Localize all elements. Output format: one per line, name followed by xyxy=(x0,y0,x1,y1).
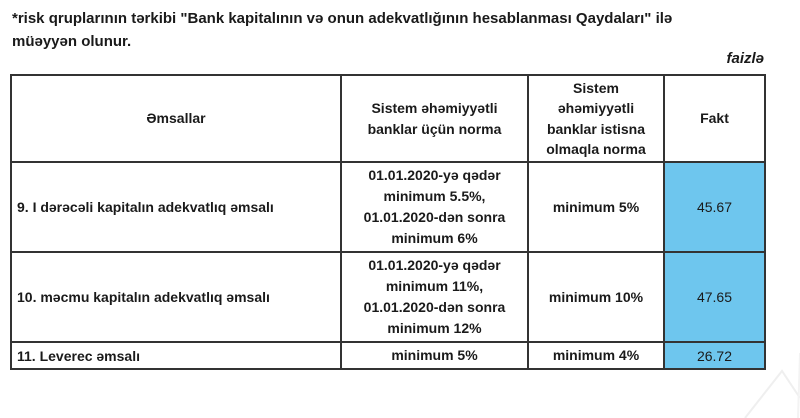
header-fakt: Fakt xyxy=(664,75,765,162)
fact-cell: 26.72 xyxy=(664,342,765,369)
norm-non-systemic-value: minimum 10% xyxy=(528,252,664,342)
norm-systemic-value: 01.01.2020-yə qədər minimum 11%, 01.01.2020-dən sonra minimum 12% xyxy=(341,252,528,342)
capital-adequacy-table xyxy=(10,74,766,370)
fact-cell: 47.65 xyxy=(664,252,765,342)
ratio-name: 11. Leverec əmsalı xyxy=(11,342,341,369)
ratio-name: 9. I dərəcəli kapitalın adekvatlıq əmsalı xyxy=(11,162,341,252)
header-norm-systemic: Sistem əhəmiyyətli banklar üçün norma xyxy=(341,75,528,162)
footnote-line-1: *risk qruplarının tərkibi "Bank kapitalının və onun adekvatlığının hesablanması Qaydaları" ilə xyxy=(12,10,673,27)
fact-cell: 45.67 xyxy=(664,162,765,252)
norm-systemic-value: minimum 5% xyxy=(341,342,528,369)
table-row xyxy=(11,162,765,252)
header-norm-non-systemic: Sistem əhəmiyyətli banklar istisna olmaqla norma xyxy=(528,75,664,162)
ratio-name: 10. məcmu kapitalın adekvatlıq əmsalı xyxy=(11,252,341,342)
norm-systemic-value: 01.01.2020-yə qədər minimum 5.5%, 01.01.2020-dən sonra minimum 6% xyxy=(341,162,528,252)
norm-non-systemic-value: minimum 5% xyxy=(528,162,664,252)
footnote-text xyxy=(12,7,752,54)
unit-label: faizlə xyxy=(726,50,764,67)
footnote-line-2: müəyyən olunur. xyxy=(12,33,132,51)
table-header-row xyxy=(11,75,765,162)
header-emsallar: Əmsallar xyxy=(11,75,341,162)
norm-non-systemic-value: minimum 4% xyxy=(528,342,664,369)
table-row xyxy=(11,342,765,369)
table-row xyxy=(11,252,765,342)
